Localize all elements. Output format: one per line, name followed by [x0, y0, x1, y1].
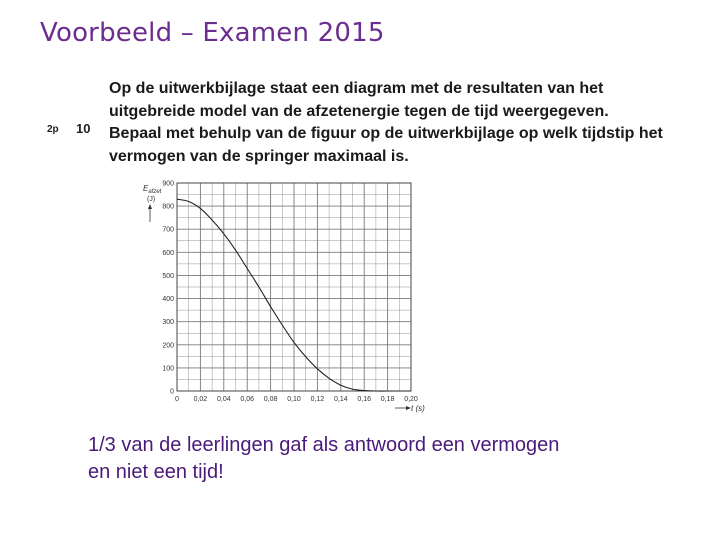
x-tick-label: 0,04 [216, 396, 231, 403]
x-tick-label: 0 [175, 396, 179, 403]
x-axis-label [395, 404, 425, 413]
question-number: 10 [76, 121, 91, 136]
y-axis-unit: (J) [147, 196, 156, 203]
y-axis-arrow-head [148, 204, 152, 209]
x-tick-label: 0,02 [193, 396, 208, 403]
x-tick-label: 0,08 [263, 396, 278, 403]
y-tick-label: 100 [162, 365, 174, 373]
x-tick-label: 0,16 [357, 396, 372, 403]
question-line: uitgebreide model van de afzetenergie tegen de tijd weergegeven. [109, 102, 609, 120]
x-tick-label: 0,06 [240, 396, 255, 403]
x-tick-label: 0,20 [404, 396, 418, 403]
y-tick-label: 400 [162, 296, 174, 304]
note-line: en niet een tijd! [88, 461, 224, 483]
question-line: Op de uitwerkbijlage staat een diagram met de resultaten van het [109, 80, 604, 97]
svg-text:Eafzet [143, 184, 162, 195]
slide-title: Voorbeeld – Examen 2015 [40, 18, 385, 48]
teacher-note [88, 432, 688, 486]
y-tick-label: 200 [162, 342, 174, 350]
question-line: Bepaal met behulp van de figuur op de uitwerkbijlage op welk tijdstip het [109, 125, 663, 142]
note-line: 1/3 van de leerlingen gaf als antwoord een vermogen [88, 434, 560, 456]
x-tick-label: 0,10 [287, 396, 301, 403]
y-tick-label: 300 [162, 319, 174, 327]
y-tick-label: 500 [162, 272, 174, 280]
x-axis-label-text: t (s) [411, 404, 425, 413]
y-axis-label-main: E [143, 184, 149, 193]
chart-grid [177, 183, 411, 391]
y-tick-label: 600 [162, 249, 174, 257]
x-tick-label: 0,18 [380, 396, 395, 403]
x-tick-label: 0,14 [333, 396, 348, 403]
question-marks: 2p [47, 124, 59, 135]
x-tick-label: 0,12 [310, 396, 325, 403]
y-tick-label: 0 [170, 388, 174, 396]
y-axis-label-sub: afzet [148, 189, 162, 195]
question-line: vermogen van de springer maximaal is. [109, 147, 409, 165]
y-axis-label [143, 184, 162, 222]
y-tick-label: 800 [162, 203, 174, 211]
y-tick-label: 900 [162, 180, 174, 188]
y-tick-label: 700 [162, 226, 174, 234]
